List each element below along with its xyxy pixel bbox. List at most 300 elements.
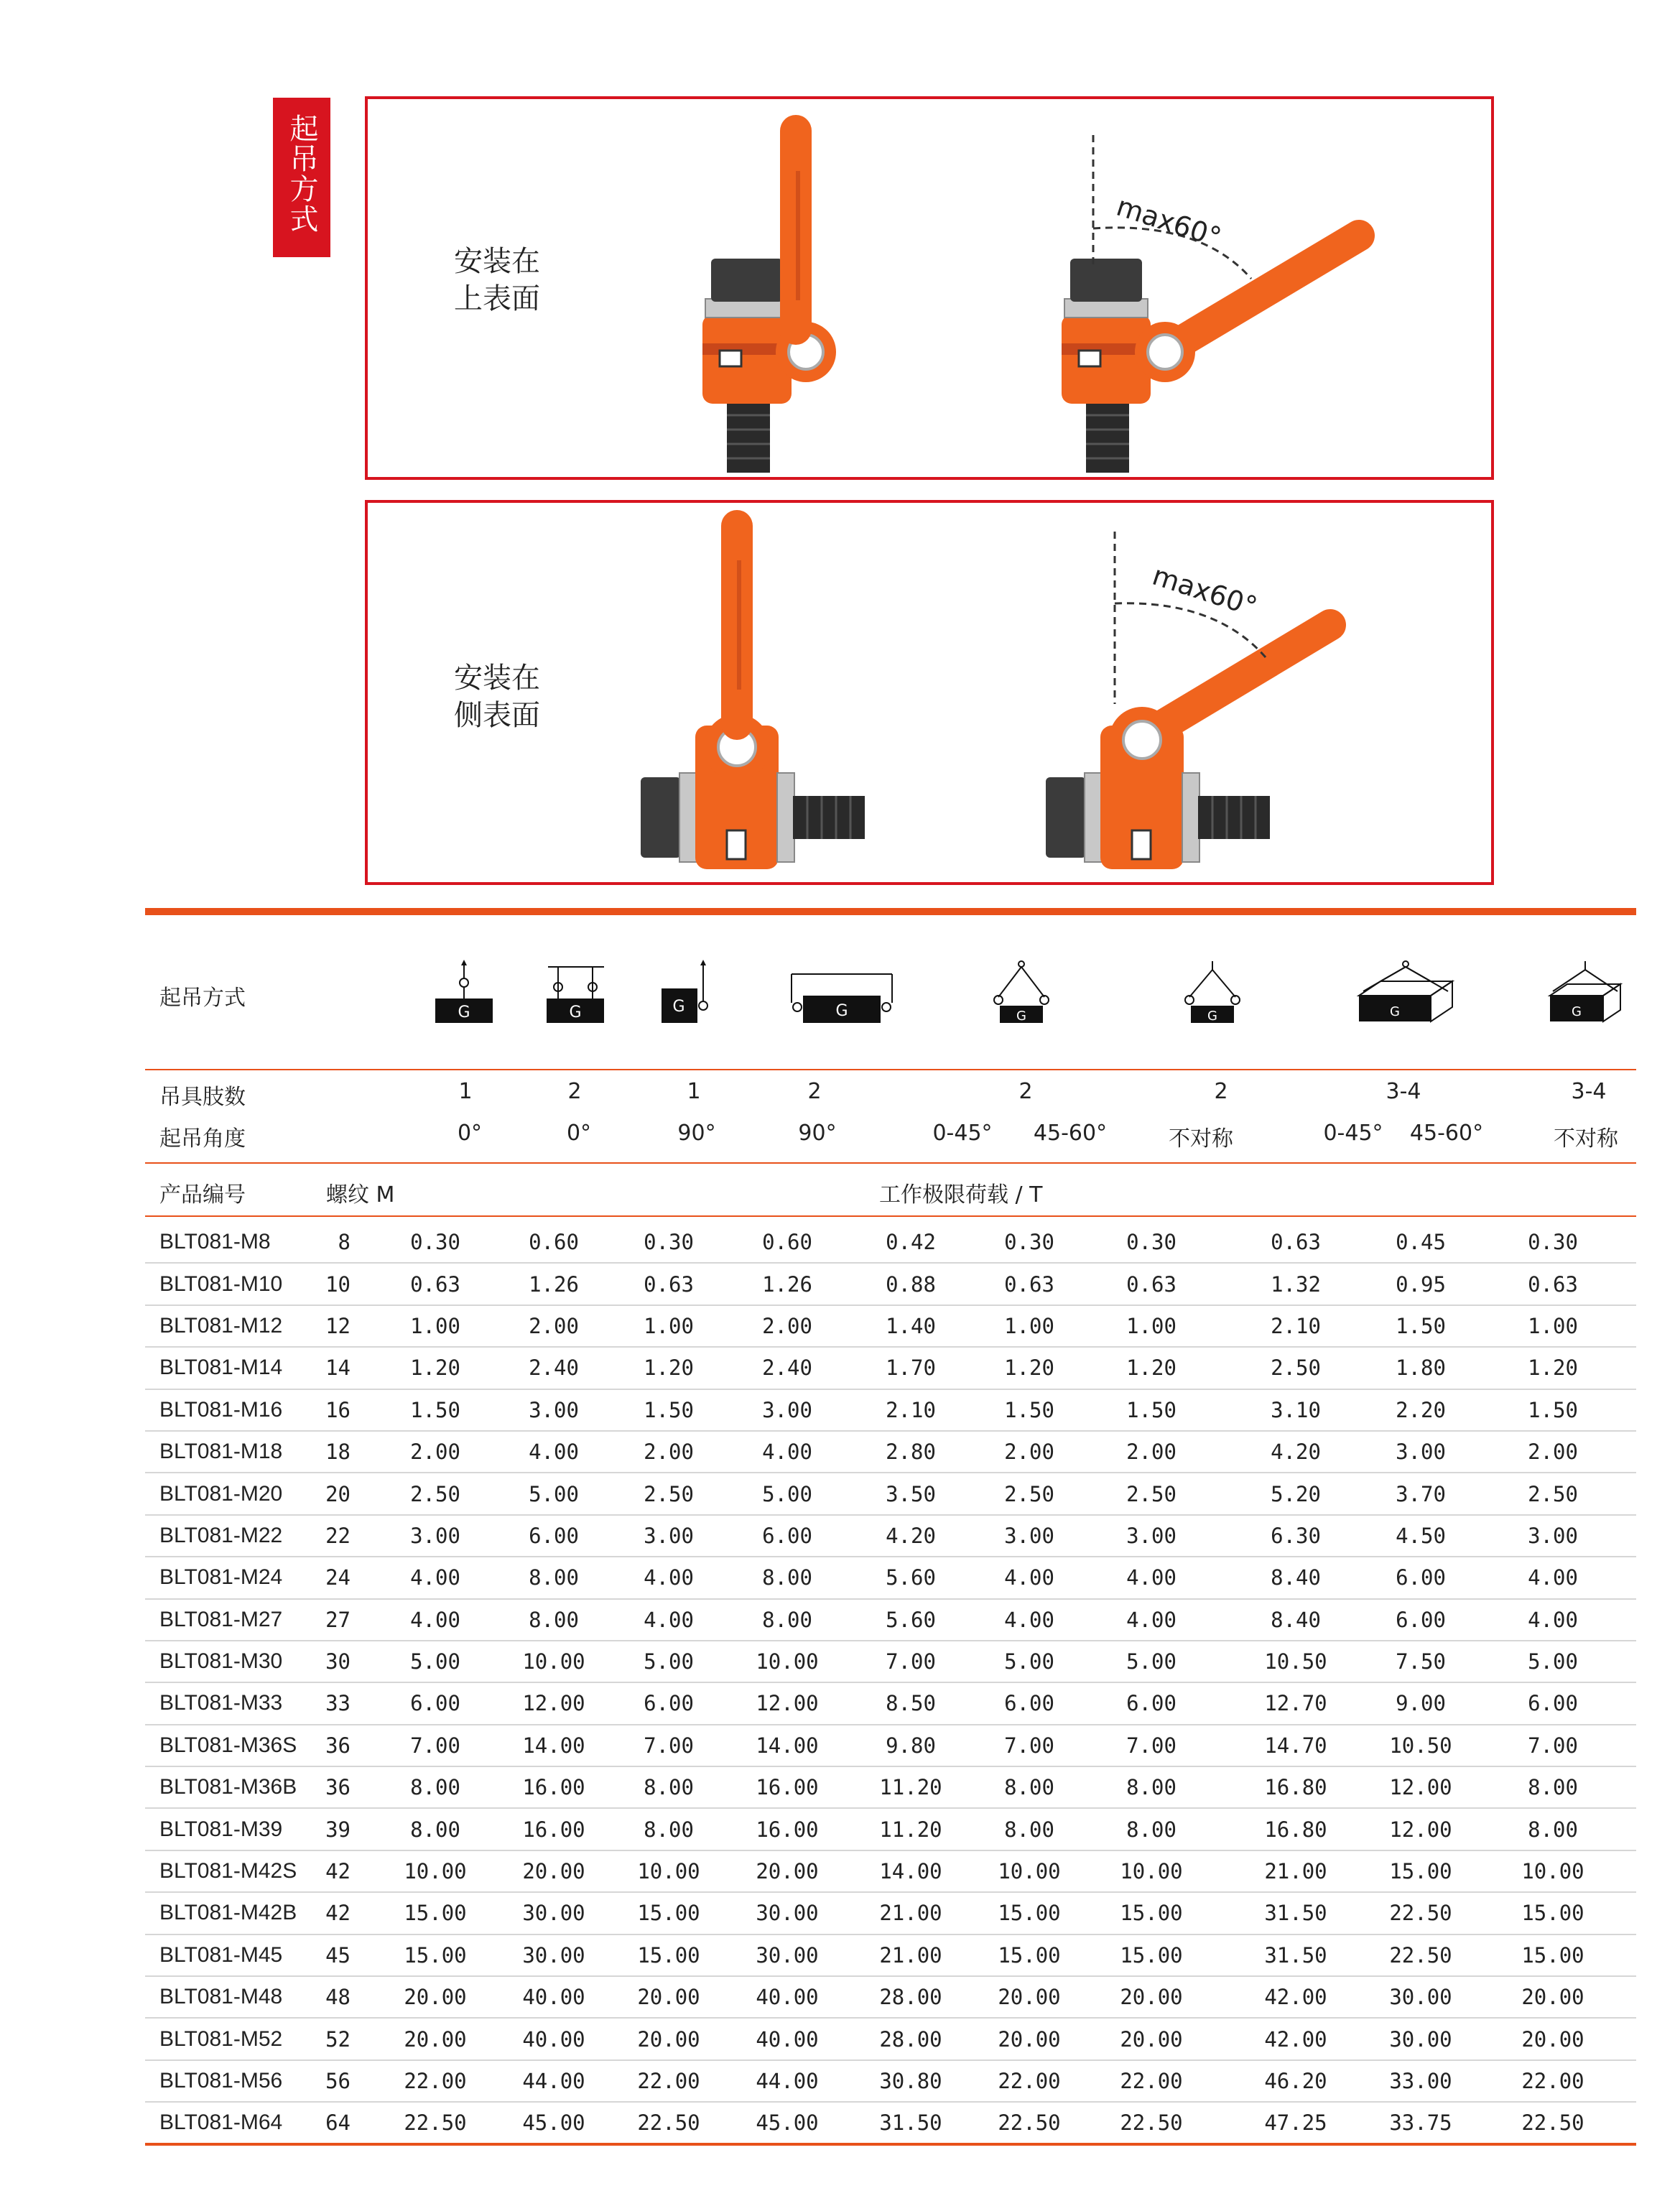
wll-cell: 28.00 bbox=[846, 1976, 975, 2018]
table-row bbox=[145, 2060, 1636, 2102]
model-cell: BLT081-M64 bbox=[145, 2102, 303, 2144]
wll-cell: 8.00 bbox=[372, 1766, 498, 1808]
wll-cell: 3.00 bbox=[1083, 1515, 1220, 1557]
wll-cell: 7.50 bbox=[1372, 1641, 1470, 1682]
wll-cell: 45.00 bbox=[728, 2102, 846, 2144]
wll-cell: 0.88 bbox=[846, 1263, 975, 1305]
wll-cell: 0.30 bbox=[1083, 1221, 1220, 1263]
model-cell: BLT081-M30 bbox=[145, 1641, 303, 1682]
sling-2-leg-asym-icon bbox=[1177, 960, 1248, 1024]
wll-cell: 6.30 bbox=[1220, 1515, 1372, 1557]
svg-text:G: G bbox=[569, 1004, 582, 1021]
wll-cell: 2.00 bbox=[609, 1431, 728, 1473]
wll-cell: 44.00 bbox=[498, 2060, 609, 2102]
wll-cell: 10.00 bbox=[498, 1641, 609, 1682]
wll-cell: 8.00 bbox=[498, 1557, 609, 1598]
wll-cell: 30.00 bbox=[1372, 1976, 1470, 2018]
thread-cell: 39 bbox=[303, 1808, 372, 1850]
wll-cell: 42.00 bbox=[1220, 2018, 1372, 2059]
wll-cell: 1.20 bbox=[975, 1347, 1083, 1389]
wll-cell: 46.20 bbox=[1220, 2060, 1372, 2102]
wll-cell: 1.00 bbox=[975, 1305, 1083, 1347]
wll-cell: 1.00 bbox=[609, 1305, 728, 1347]
model-cell: BLT081-M48 bbox=[145, 1976, 303, 2018]
wll-cell: 1.00 bbox=[372, 1305, 498, 1347]
thread-cell: 30 bbox=[303, 1641, 372, 1682]
model-column-header: 产品编号 bbox=[159, 1182, 246, 1208]
wll-cell: 10.00 bbox=[1083, 1850, 1220, 1892]
wll-cell: 20.00 bbox=[1083, 1976, 1220, 2018]
bottom-angle-label: max60° bbox=[1148, 559, 1261, 623]
wll-cell: 22.50 bbox=[1470, 2102, 1636, 2144]
wll-cell: 4.00 bbox=[609, 1557, 728, 1598]
table-row bbox=[145, 1766, 1636, 1808]
wll-cell: 12.00 bbox=[1372, 1808, 1470, 1850]
wll-cell: 1.50 bbox=[372, 1389, 498, 1431]
column-header-row bbox=[145, 1164, 1636, 1217]
thread-cell: 42 bbox=[303, 1892, 372, 1934]
top-mount-illustration bbox=[368, 99, 1491, 477]
svg-text:G: G bbox=[458, 1004, 470, 1021]
wll-cell: 1.26 bbox=[498, 1263, 609, 1305]
wll-cell: 1.40 bbox=[846, 1305, 975, 1347]
wll-cell: 22.50 bbox=[372, 2102, 498, 2144]
wll-cell: 6.00 bbox=[498, 1515, 609, 1557]
wll-cell: 21.00 bbox=[846, 1934, 975, 1976]
angle-value: 不对称 bbox=[1554, 1126, 1618, 1152]
wll-cell: 5.00 bbox=[372, 1641, 498, 1682]
table-row bbox=[145, 1473, 1636, 1514]
wll-cell: 2.00 bbox=[1083, 1431, 1220, 1473]
wll-cell: 2.00 bbox=[372, 1431, 498, 1473]
wll-cell: 40.00 bbox=[728, 1976, 846, 2018]
wll-cell: 47.25 bbox=[1220, 2102, 1372, 2144]
thread-cell: 27 bbox=[303, 1599, 372, 1641]
sling-2-leg-0deg-icon bbox=[544, 960, 608, 1024]
wll-cell: 31.50 bbox=[846, 2102, 975, 2144]
sling-4-leg-asym-icon bbox=[1546, 960, 1625, 1024]
model-cell: BLT081-M39 bbox=[145, 1808, 303, 1850]
wll-cell: 22.00 bbox=[1083, 2060, 1220, 2102]
wll-cell: 0.30 bbox=[975, 1221, 1083, 1263]
wll-cell: 2.80 bbox=[846, 1431, 975, 1473]
wll-cell: 0.63 bbox=[372, 1263, 498, 1305]
sling-2-leg-angled-icon bbox=[985, 960, 1057, 1024]
wll-cell: 5.00 bbox=[1083, 1641, 1220, 1682]
svg-text:G: G bbox=[835, 1002, 848, 1020]
wll-cell: 10.00 bbox=[1470, 1850, 1636, 1892]
model-cell: BLT081-M22 bbox=[145, 1515, 303, 1557]
wll-cell: 30.00 bbox=[498, 1934, 609, 1976]
wll-data-table bbox=[145, 1221, 1636, 2146]
wll-cell: 14.00 bbox=[728, 1725, 846, 1766]
wll-cell: 8.00 bbox=[1470, 1808, 1636, 1850]
wll-cell: 8.00 bbox=[728, 1599, 846, 1641]
wll-cell: 31.50 bbox=[1220, 1934, 1372, 1976]
sling-2-leg-90deg-icon bbox=[784, 960, 899, 1024]
wll-cell: 20.00 bbox=[1470, 1976, 1636, 2018]
wll-cell: 6.00 bbox=[1372, 1599, 1470, 1641]
wll-cell: 0.63 bbox=[609, 1263, 728, 1305]
wll-cell: 4.00 bbox=[728, 1431, 846, 1473]
table-row bbox=[145, 1934, 1636, 1976]
wll-cell: 31.50 bbox=[1220, 1892, 1372, 1934]
legs-angle-header bbox=[145, 1070, 1636, 1164]
wll-cell: 16.80 bbox=[1220, 1766, 1372, 1808]
angle-value: 0-45° bbox=[1323, 1121, 1383, 1146]
wll-cell: 12.70 bbox=[1220, 1682, 1372, 1724]
wll-cell: 2.50 bbox=[1220, 1347, 1372, 1389]
wll-cell: 2.50 bbox=[372, 1473, 498, 1514]
wll-cell: 28.00 bbox=[846, 2018, 975, 2059]
wll-cell: 1.00 bbox=[1470, 1305, 1636, 1347]
wll-cell: 15.00 bbox=[975, 1892, 1083, 1934]
wll-cell: 6.00 bbox=[728, 1515, 846, 1557]
angle-value: 90° bbox=[798, 1121, 837, 1146]
lifting-method-header-row bbox=[145, 915, 1636, 1070]
thread-cell: 33 bbox=[303, 1682, 372, 1724]
wll-cell: 40.00 bbox=[498, 2018, 609, 2059]
panel-top-label: 安装在 上表面 bbox=[454, 245, 540, 315]
wll-cell: 4.00 bbox=[609, 1599, 728, 1641]
wll-cell: 6.00 bbox=[1470, 1682, 1636, 1724]
wll-cell: 2.00 bbox=[728, 1305, 846, 1347]
wll-cell: 0.63 bbox=[975, 1263, 1083, 1305]
model-cell: BLT081-M36B bbox=[145, 1766, 303, 1808]
wll-cell: 0.30 bbox=[1470, 1221, 1636, 1263]
wll-cell: 5.00 bbox=[975, 1641, 1083, 1682]
wll-cell: 7.00 bbox=[1470, 1725, 1636, 1766]
wll-cell: 6.00 bbox=[372, 1682, 498, 1724]
thread-cell: 36 bbox=[303, 1766, 372, 1808]
legs-value: 2 bbox=[1018, 1079, 1033, 1104]
thread-cell: 14 bbox=[303, 1347, 372, 1389]
thread-cell: 20 bbox=[303, 1473, 372, 1514]
wll-cell: 9.00 bbox=[1372, 1682, 1470, 1724]
table-row bbox=[145, 1347, 1636, 1389]
angle-value: 0° bbox=[566, 1121, 592, 1146]
wll-cell: 20.00 bbox=[1470, 2018, 1636, 2059]
wll-cell: 0.30 bbox=[609, 1221, 728, 1263]
table-row bbox=[145, 2102, 1636, 2144]
wll-cell: 5.00 bbox=[728, 1473, 846, 1514]
wll-cell: 3.10 bbox=[1220, 1389, 1372, 1431]
angle-label: 起吊角度 bbox=[159, 1126, 246, 1152]
thread-cell: 48 bbox=[303, 1976, 372, 2018]
wll-cell: 1.20 bbox=[1083, 1347, 1220, 1389]
wll-cell: 1.50 bbox=[609, 1389, 728, 1431]
wll-cell: 3.00 bbox=[1470, 1515, 1636, 1557]
wll-cell: 1.50 bbox=[1372, 1305, 1470, 1347]
wll-cell: 3.00 bbox=[498, 1389, 609, 1431]
wll-cell: 22.00 bbox=[372, 2060, 498, 2102]
wll-cell: 42.00 bbox=[1220, 1976, 1372, 2018]
wll-cell: 22.50 bbox=[1083, 2102, 1220, 2144]
table-row bbox=[145, 1976, 1636, 2018]
wll-cell: 10.00 bbox=[728, 1641, 846, 1682]
wll-cell: 0.60 bbox=[498, 1221, 609, 1263]
wll-cell: 8.00 bbox=[728, 1557, 846, 1598]
wll-cell: 8.00 bbox=[975, 1766, 1083, 1808]
model-cell: BLT081-M20 bbox=[145, 1473, 303, 1514]
wll-cell: 2.10 bbox=[1220, 1305, 1372, 1347]
wll-cell: 2.50 bbox=[1470, 1473, 1636, 1514]
wll-cell: 14.00 bbox=[846, 1850, 975, 1892]
load-spec-table bbox=[145, 915, 1636, 2146]
legs-label: 吊具肢数 bbox=[159, 1085, 246, 1110]
table-row bbox=[145, 1557, 1636, 1598]
table-row bbox=[145, 1515, 1636, 1557]
wll-cell: 33.75 bbox=[1372, 2102, 1470, 2144]
model-cell: BLT081-M16 bbox=[145, 1389, 303, 1431]
wll-cell: 7.00 bbox=[609, 1725, 728, 1766]
lifting-method-label: 起吊方式 bbox=[159, 986, 246, 1011]
section-divider bbox=[145, 908, 1636, 915]
wll-cell: 6.00 bbox=[609, 1682, 728, 1724]
table-row bbox=[145, 1682, 1636, 1724]
wll-cell: 8.00 bbox=[498, 1599, 609, 1641]
wll-cell: 20.00 bbox=[975, 2018, 1083, 2059]
table-row bbox=[145, 1389, 1636, 1431]
wll-cell: 5.20 bbox=[1220, 1473, 1372, 1514]
wll-cell: 4.00 bbox=[1470, 1557, 1636, 1598]
model-cell: BLT081-M27 bbox=[145, 1599, 303, 1641]
wll-cell: 30.80 bbox=[846, 2060, 975, 2102]
wll-cell: 22.50 bbox=[1372, 1934, 1470, 1976]
wll-cell: 15.00 bbox=[1083, 1892, 1220, 1934]
wll-cell: 14.70 bbox=[1220, 1725, 1372, 1766]
wll-cell: 4.00 bbox=[372, 1557, 498, 1598]
wll-cell: 8.00 bbox=[609, 1808, 728, 1850]
eyebolt-vertical-icon bbox=[702, 115, 836, 473]
thread-cell: 36 bbox=[303, 1725, 372, 1766]
wll-cell: 20.00 bbox=[372, 2018, 498, 2059]
model-cell: BLT081-M33 bbox=[145, 1682, 303, 1724]
wll-cell: 1.00 bbox=[1083, 1305, 1220, 1347]
wll-cell: 15.00 bbox=[609, 1934, 728, 1976]
panel-side-surface bbox=[365, 500, 1494, 885]
thread-cell: 12 bbox=[303, 1305, 372, 1347]
table-row bbox=[145, 1725, 1636, 1766]
wll-cell: 20.00 bbox=[1083, 2018, 1220, 2059]
angle-value: 0° bbox=[457, 1121, 483, 1146]
table-row bbox=[145, 1305, 1636, 1347]
wll-cell: 21.00 bbox=[846, 1892, 975, 1934]
wll-cell: 8.40 bbox=[1220, 1599, 1372, 1641]
wll-cell: 1.20 bbox=[372, 1347, 498, 1389]
wll-cell: 15.00 bbox=[1372, 1850, 1470, 1892]
wll-cell: 5.00 bbox=[1470, 1641, 1636, 1682]
wll-cell: 0.42 bbox=[846, 1221, 975, 1263]
wll-cell: 8.00 bbox=[1083, 1808, 1220, 1850]
wll-cell: 33.00 bbox=[1372, 2060, 1470, 2102]
wll-cell: 8.00 bbox=[975, 1808, 1083, 1850]
panel-top-surface bbox=[365, 96, 1494, 480]
wll-cell: 2.50 bbox=[609, 1473, 728, 1514]
wll-cell: 20.00 bbox=[728, 1850, 846, 1892]
wll-cell: 1.80 bbox=[1372, 1347, 1470, 1389]
svg-text:G: G bbox=[1207, 1009, 1217, 1024]
thread-cell: 8 bbox=[303, 1221, 372, 1263]
wll-cell: 30.00 bbox=[728, 1934, 846, 1976]
wll-cell: 5.60 bbox=[846, 1557, 975, 1598]
sling-1-leg-90deg-icon bbox=[659, 960, 723, 1024]
angle-value: 不对称 bbox=[1169, 1126, 1233, 1152]
wll-cell: 0.60 bbox=[728, 1221, 846, 1263]
wll-cell: 3.70 bbox=[1372, 1473, 1470, 1514]
model-cell: BLT081-M10 bbox=[145, 1263, 303, 1305]
wll-cell: 30.00 bbox=[728, 1892, 846, 1934]
thread-cell: 64 bbox=[303, 2102, 372, 2144]
thread-cell: 24 bbox=[303, 1557, 372, 1598]
wll-cell: 30.00 bbox=[498, 1892, 609, 1934]
wll-cell: 4.00 bbox=[975, 1599, 1083, 1641]
wll-cell: 10.50 bbox=[1372, 1725, 1470, 1766]
section-tab-lifting-method bbox=[273, 98, 330, 257]
wll-cell: 12.00 bbox=[498, 1682, 609, 1724]
wll-cell: 6.00 bbox=[975, 1682, 1083, 1724]
legs-value: 2 bbox=[567, 1079, 582, 1104]
model-cell: BLT081-M18 bbox=[145, 1431, 303, 1473]
wll-cell: 3.00 bbox=[609, 1515, 728, 1557]
wll-cell: 4.00 bbox=[1083, 1557, 1220, 1598]
angle-value: 45-60° bbox=[1409, 1121, 1484, 1146]
thread-cell: 16 bbox=[303, 1389, 372, 1431]
wll-cell: 15.00 bbox=[372, 1892, 498, 1934]
wll-cell: 8.40 bbox=[1220, 1557, 1372, 1598]
wll-cell: 7.00 bbox=[372, 1725, 498, 1766]
wll-cell: 45.00 bbox=[498, 2102, 609, 2144]
wll-cell: 8.00 bbox=[609, 1766, 728, 1808]
table-row bbox=[145, 2018, 1636, 2059]
eyebolt-inclined-icon bbox=[1062, 135, 1359, 473]
wll-cell: 44.00 bbox=[728, 2060, 846, 2102]
model-cell: BLT081-M24 bbox=[145, 1557, 303, 1598]
wll-cell: 1.50 bbox=[1470, 1389, 1636, 1431]
table-row bbox=[145, 1850, 1636, 1892]
wll-cell: 2.00 bbox=[975, 1431, 1083, 1473]
wll-cell: 7.00 bbox=[846, 1641, 975, 1682]
legs-value: 2 bbox=[1214, 1079, 1228, 1104]
wll-cell: 8.00 bbox=[1083, 1766, 1220, 1808]
wll-cell: 1.20 bbox=[1470, 1347, 1636, 1389]
model-cell: BLT081-M56 bbox=[145, 2060, 303, 2102]
wll-cell: 4.20 bbox=[846, 1515, 975, 1557]
wll-cell: 5.60 bbox=[846, 1599, 975, 1641]
wll-cell: 12.00 bbox=[1372, 1766, 1470, 1808]
wll-cell: 3.00 bbox=[975, 1515, 1083, 1557]
wll-cell: 2.50 bbox=[1083, 1473, 1220, 1514]
wll-cell: 7.00 bbox=[975, 1725, 1083, 1766]
model-cell: BLT081-M52 bbox=[145, 2018, 303, 2059]
svg-text:G: G bbox=[1390, 1004, 1400, 1019]
wll-cell: 2.10 bbox=[846, 1389, 975, 1431]
wll-cell: 0.95 bbox=[1372, 1263, 1470, 1305]
wll-cell: 4.50 bbox=[1372, 1515, 1470, 1557]
wll-cell: 0.30 bbox=[372, 1221, 498, 1263]
wll-cell: 8.00 bbox=[1470, 1766, 1636, 1808]
wll-cell: 2.50 bbox=[975, 1473, 1083, 1514]
wll-cell: 16.00 bbox=[498, 1766, 609, 1808]
sling-1-leg-0deg-icon bbox=[432, 960, 497, 1024]
angle-value: 90° bbox=[677, 1121, 716, 1146]
model-cell: BLT081-M36S bbox=[145, 1725, 303, 1766]
thread-column-header: 螺纹 M bbox=[326, 1182, 395, 1208]
table-row bbox=[145, 1431, 1636, 1473]
wll-cell: 9.80 bbox=[846, 1725, 975, 1766]
side-eyebolt-vertical-icon bbox=[641, 510, 865, 869]
wll-cell: 1.50 bbox=[1083, 1389, 1220, 1431]
wll-cell: 0.63 bbox=[1220, 1221, 1372, 1263]
wll-cell: 1.70 bbox=[846, 1347, 975, 1389]
wll-cell: 22.50 bbox=[975, 2102, 1083, 2144]
svg-text:G: G bbox=[1572, 1004, 1582, 1019]
wll-cell: 20.00 bbox=[609, 1976, 728, 2018]
table-row bbox=[145, 1892, 1636, 1934]
thread-cell: 22 bbox=[303, 1515, 372, 1557]
wll-cell: 14.00 bbox=[498, 1725, 609, 1766]
wll-cell: 6.00 bbox=[1372, 1557, 1470, 1598]
angle-value: 45-60° bbox=[1033, 1121, 1108, 1146]
wll-cell: 7.00 bbox=[1083, 1725, 1220, 1766]
table-row bbox=[145, 1641, 1636, 1682]
wll-cell: 4.00 bbox=[975, 1557, 1083, 1598]
wll-column-header: 工作极限荷载 / T bbox=[879, 1182, 1043, 1208]
thread-cell: 45 bbox=[303, 1934, 372, 1976]
thread-cell: 18 bbox=[303, 1431, 372, 1473]
section-tab-label: 起吊方式 bbox=[285, 113, 318, 234]
wll-cell: 3.00 bbox=[1372, 1431, 1470, 1473]
table-row bbox=[145, 1263, 1636, 1305]
wll-cell: 4.00 bbox=[1083, 1599, 1220, 1641]
wll-cell: 4.20 bbox=[1220, 1431, 1372, 1473]
svg-text:G: G bbox=[1016, 1009, 1026, 1024]
wll-cell: 1.20 bbox=[609, 1347, 728, 1389]
wll-cell: 3.00 bbox=[728, 1389, 846, 1431]
wll-cell: 20.00 bbox=[609, 2018, 728, 2059]
angle-value: 0-45° bbox=[932, 1121, 993, 1146]
wll-cell: 40.00 bbox=[498, 1976, 609, 2018]
wll-cell: 30.00 bbox=[1372, 2018, 1470, 2059]
model-cell: BLT081-M45 bbox=[145, 1934, 303, 1976]
wll-cell: 10.50 bbox=[1220, 1641, 1372, 1682]
wll-cell: 2.20 bbox=[1372, 1389, 1470, 1431]
model-cell: BLT081-M42S bbox=[145, 1850, 303, 1892]
legs-value: 1 bbox=[458, 1079, 473, 1104]
wll-cell: 8.00 bbox=[372, 1808, 498, 1850]
wll-cell: 15.00 bbox=[609, 1892, 728, 1934]
wll-cell: 6.00 bbox=[1083, 1682, 1220, 1724]
wll-cell: 40.00 bbox=[728, 2018, 846, 2059]
thread-cell: 56 bbox=[303, 2060, 372, 2102]
side-mount-illustration bbox=[368, 503, 1491, 882]
wll-cell: 16.00 bbox=[728, 1808, 846, 1850]
wll-cell: 2.40 bbox=[728, 1347, 846, 1389]
wll-cell: 22.00 bbox=[609, 2060, 728, 2102]
wll-cell: 15.00 bbox=[1083, 1934, 1220, 1976]
table-row bbox=[145, 1808, 1636, 1850]
wll-cell: 15.00 bbox=[1470, 1892, 1636, 1934]
wll-cell: 1.32 bbox=[1220, 1263, 1372, 1305]
wll-cell: 2.00 bbox=[498, 1305, 609, 1347]
model-cell: BLT081-M8 bbox=[145, 1221, 303, 1263]
wll-cell: 15.00 bbox=[975, 1934, 1083, 1976]
wll-cell: 2.40 bbox=[498, 1347, 609, 1389]
wll-cell: 21.00 bbox=[1220, 1850, 1372, 1892]
wll-cell: 0.63 bbox=[1470, 1263, 1636, 1305]
wll-cell: 22.50 bbox=[1372, 1892, 1470, 1934]
wll-cell: 1.26 bbox=[728, 1263, 846, 1305]
